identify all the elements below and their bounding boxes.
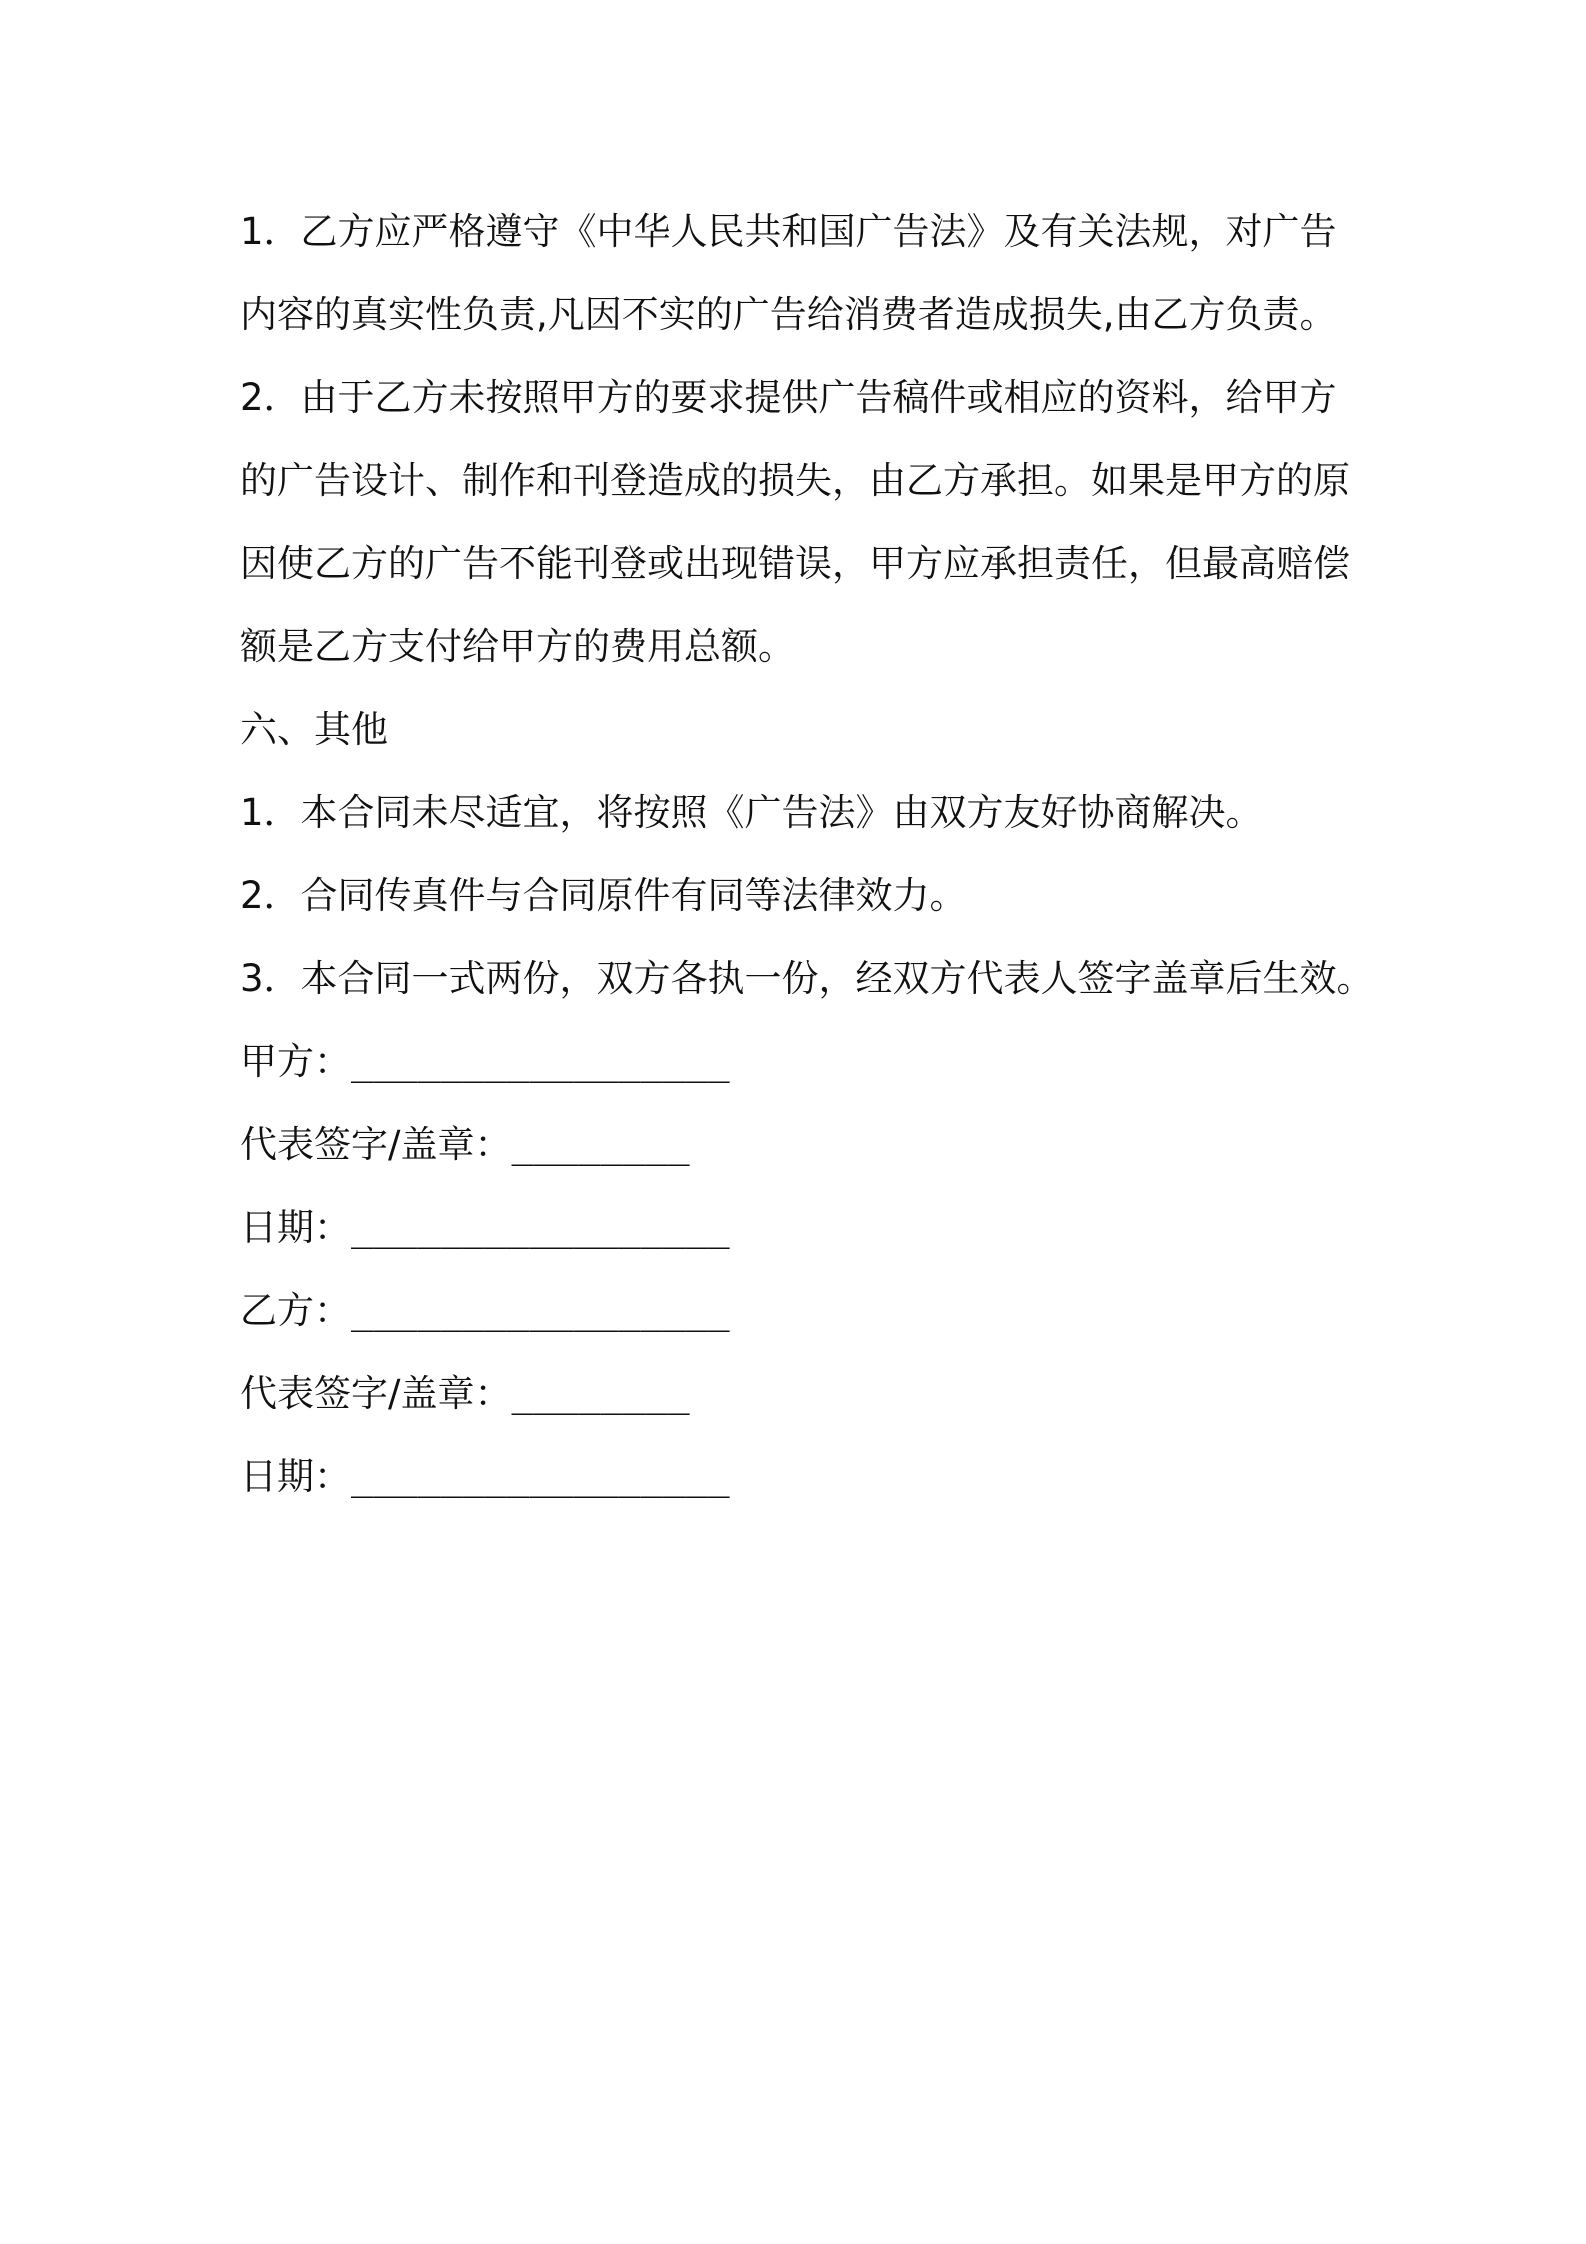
clause-line: 额是乙方支付给甲方的费用总额。 <box>240 625 795 668</box>
party-a-rep-line <box>240 1103 1360 1186</box>
clause-line: 2．由于乙方未按照甲方的要求提供广告稿件或相应的资料，给甲方 <box>240 376 1337 419</box>
party-a-line <box>240 1020 1360 1103</box>
party-b-line <box>240 1269 1360 1352</box>
party-b-blank: _________________ <box>351 1289 730 1332</box>
section-item: 3．本合同一式两份，双方各执一份，经双方代表人签字盖章后生效。 <box>240 957 1374 1000</box>
party-a-date-label: 日期： <box>240 1206 351 1249</box>
clause-line: 因使乙方的广告不能刊登或出现错误，甲方应承担责任，但最高赔偿 <box>240 542 1350 585</box>
party-a-date-line <box>240 1186 1360 1269</box>
clause-line: 的广告设计、制作和刊登造成的损失，由乙方承担。如果是甲方的原 <box>240 459 1350 502</box>
party-a-rep-label: 代表签字/盖章： <box>240 1123 512 1166</box>
party-b-rep-line <box>240 1352 1360 1435</box>
clause-line: 内容的真实性负责,凡因不实的广告给消费者造成损失,由乙方负责。 <box>240 293 1337 336</box>
document-body <box>240 190 1374 1518</box>
party-b-rep-label: 代表签字/盖章： <box>240 1372 512 1415</box>
party-b-label: 乙方： <box>240 1289 351 1332</box>
party-a-blank: _________________ <box>351 1040 730 1083</box>
section-item: 2．合同传真件与合同原件有同等法律效力。 <box>240 874 967 917</box>
party-a-rep-blank: ________ <box>511 1123 690 1166</box>
section-heading: 六、其他 <box>240 708 388 751</box>
clause-line: 1．乙方应严格遵守《中华人民共和国广告法》及有关法规，对广告 <box>240 210 1337 253</box>
section-item: 1．本合同未尽适宜，将按照《广告法》由双方友好协商解决。 <box>240 791 1263 834</box>
party-b-date-line <box>240 1435 1360 1518</box>
party-b-date-label: 日期： <box>240 1455 351 1498</box>
party-b-date-blank: _________________ <box>351 1455 730 1498</box>
party-a-label: 甲方： <box>240 1040 351 1083</box>
party-a-date-blank: _________________ <box>351 1206 730 1249</box>
party-b-rep-blank: ________ <box>511 1372 690 1415</box>
